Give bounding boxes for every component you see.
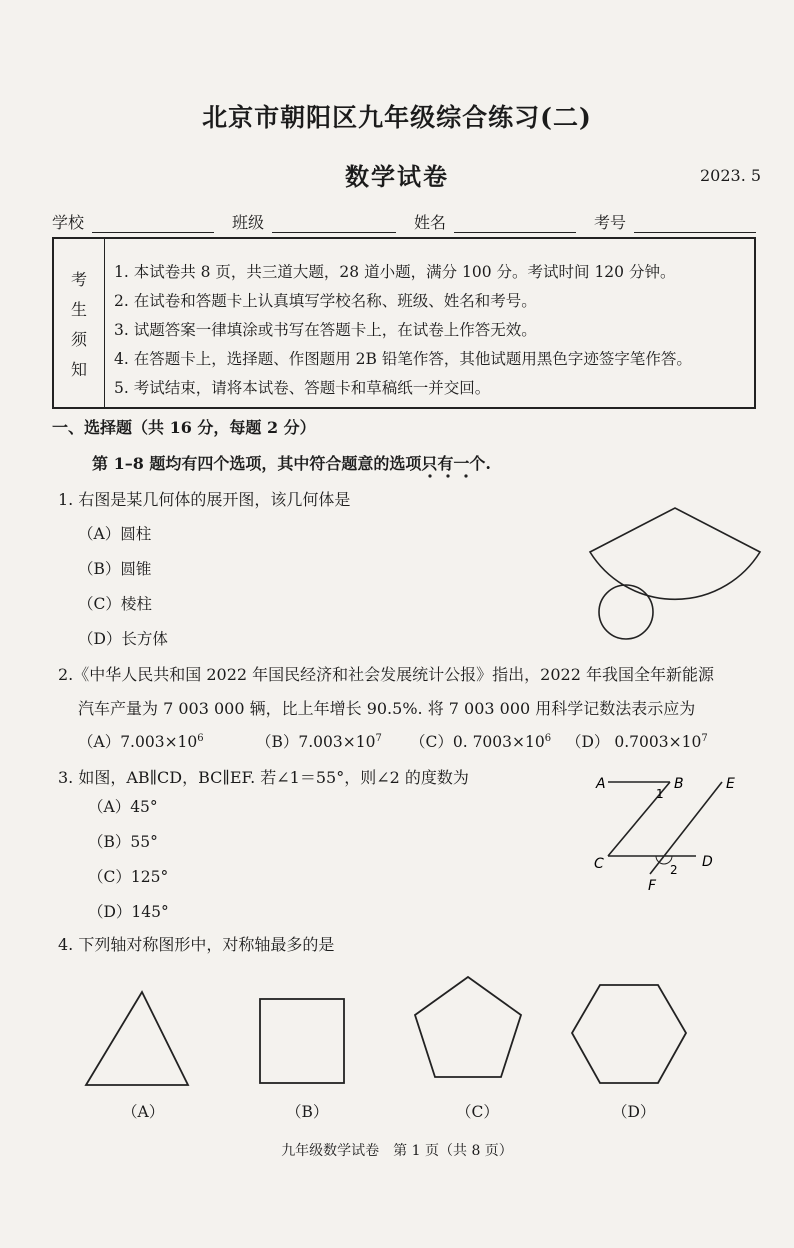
label-angle-1: 1 bbox=[656, 787, 664, 801]
question-4-label-a[interactable]: （A） bbox=[122, 1103, 165, 1121]
notice-item: 3. 试题答案一律填涂或书写在答题卡上，在试卷上作答无效。 bbox=[114, 321, 537, 339]
notice-item: 4. 在答题卡上，选择题、作图题用 2B 铅笔作答，其他试题用黑色字迹签字笔作答。 bbox=[114, 350, 692, 368]
option-text: （B）7.003×10 bbox=[256, 733, 376, 751]
notice-item: 1. 本试卷共 8 页，共三道大题，28 道小题，满分 100 分。考试时间 120 分钟。 bbox=[114, 263, 676, 281]
label-b: B bbox=[674, 776, 684, 792]
notice-item: 2. 在试卷和答题卡上认真填写学校名称、班级、姓名和考号。 bbox=[114, 292, 537, 310]
question-1-stem: 1. 右图是某几何体的展开图，该几何体是 bbox=[58, 490, 351, 509]
section-instruction: 第 1–8 题均有四个选项，其中符合题意的选项只有一个. bbox=[92, 454, 491, 473]
notice-heading-char: 须 bbox=[70, 330, 87, 349]
option-exponent: 6 bbox=[544, 732, 552, 744]
question-4-label-c[interactable]: （C） bbox=[456, 1103, 499, 1121]
cone-base-circle bbox=[599, 585, 653, 639]
question-1-option-c[interactable]: （C）棱柱 bbox=[78, 595, 152, 613]
option-text: （A）7.003×10 bbox=[78, 733, 198, 751]
notice-heading-char: 考 bbox=[70, 270, 87, 289]
question-1-option-b[interactable]: （B）圆锥 bbox=[78, 560, 152, 578]
label-e: E bbox=[726, 776, 735, 792]
label-a: A bbox=[596, 776, 606, 792]
school-field[interactable] bbox=[92, 232, 214, 233]
cone-sector bbox=[590, 508, 760, 599]
notice-item: 5. 考试结束，请将本试卷、答题卡和草稿纸一并交回。 bbox=[114, 379, 491, 397]
pentagon-shape bbox=[415, 977, 521, 1077]
question-3-stem: 3. 如图，AB∥CD，BC∥EF. 若∠1＝55°，则∠2 的度数为 bbox=[58, 768, 469, 787]
question-2-option-b[interactable] bbox=[256, 730, 382, 752]
question-3-option-d[interactable]: （D）145° bbox=[88, 903, 169, 921]
class-label: 班级 bbox=[232, 213, 265, 232]
name-label: 姓名 bbox=[414, 213, 447, 232]
question-1-option-d[interactable]: （D）长方体 bbox=[78, 630, 168, 648]
label-angle-2: 2 bbox=[670, 863, 678, 877]
exam-number-field[interactable] bbox=[634, 232, 756, 233]
notice-heading-char: 生 bbox=[70, 300, 87, 319]
option-exponent: 7 bbox=[701, 732, 708, 744]
page-footer: 九年级数学试卷 第 1 页（共 8 页） bbox=[281, 1143, 513, 1159]
school-label: 学校 bbox=[52, 213, 85, 232]
square-shape bbox=[260, 999, 344, 1083]
label-f: F bbox=[648, 878, 657, 894]
student-info-row bbox=[52, 210, 756, 238]
option-exponent: 7 bbox=[375, 732, 382, 744]
exam-subtitle: 数学试卷 bbox=[345, 162, 449, 191]
name-field[interactable] bbox=[454, 232, 576, 233]
class-field[interactable] bbox=[272, 232, 396, 233]
exam-number-label: 考号 bbox=[594, 213, 627, 232]
section-title: 一、选择题（共 16 分，每题 2 分） bbox=[52, 418, 316, 437]
emphasis-dots bbox=[424, 473, 474, 479]
cone-net-figure bbox=[580, 488, 770, 648]
triangle-shape bbox=[86, 992, 188, 1085]
exam-title: 北京市朝阳区九年级综合练习(二) bbox=[202, 103, 592, 132]
question-4-shapes bbox=[0, 965, 794, 1125]
question-2-option-d[interactable] bbox=[566, 730, 708, 752]
question-2-option-a[interactable] bbox=[78, 730, 204, 752]
question-4-label-d[interactable]: （D） bbox=[612, 1103, 656, 1121]
question-3-option-b[interactable]: （B）55° bbox=[88, 833, 158, 851]
question-4-label-b[interactable]: （B） bbox=[286, 1103, 329, 1121]
question-4-stem: 4. 下列轴对称图形中，对称轴最多的是 bbox=[58, 935, 335, 954]
option-text: （C）0. 7003×10 bbox=[410, 733, 545, 751]
question-1-option-a[interactable]: （A）圆柱 bbox=[78, 525, 152, 543]
label-d: D bbox=[702, 854, 713, 870]
candidate-notice-box bbox=[52, 237, 756, 409]
option-text: （D） 0.7003×10 bbox=[566, 733, 702, 751]
notice-heading bbox=[54, 239, 105, 407]
parallel-lines-figure bbox=[590, 770, 750, 900]
question-2-option-c[interactable] bbox=[410, 730, 551, 752]
option-exponent: 6 bbox=[197, 732, 204, 744]
label-c: C bbox=[594, 856, 604, 872]
question-2-line-2: 汽车产量为 7 003 000 辆，比上年增长 90.5%. 将 7 003 000 用科学记数法表示应为 bbox=[78, 699, 696, 718]
question-3-option-c[interactable]: （C）125° bbox=[88, 868, 169, 886]
question-3-option-a[interactable]: （A）45° bbox=[88, 798, 158, 816]
question-2-line-1: 2.《中华人民共和国 2022 年国民经济和社会发展统计公报》指出，2022 年我国全年新能源 bbox=[58, 665, 714, 684]
notice-heading-char: 知 bbox=[70, 360, 87, 379]
exam-date: 2023. 5 bbox=[700, 166, 762, 185]
hexagon-shape bbox=[572, 985, 686, 1083]
